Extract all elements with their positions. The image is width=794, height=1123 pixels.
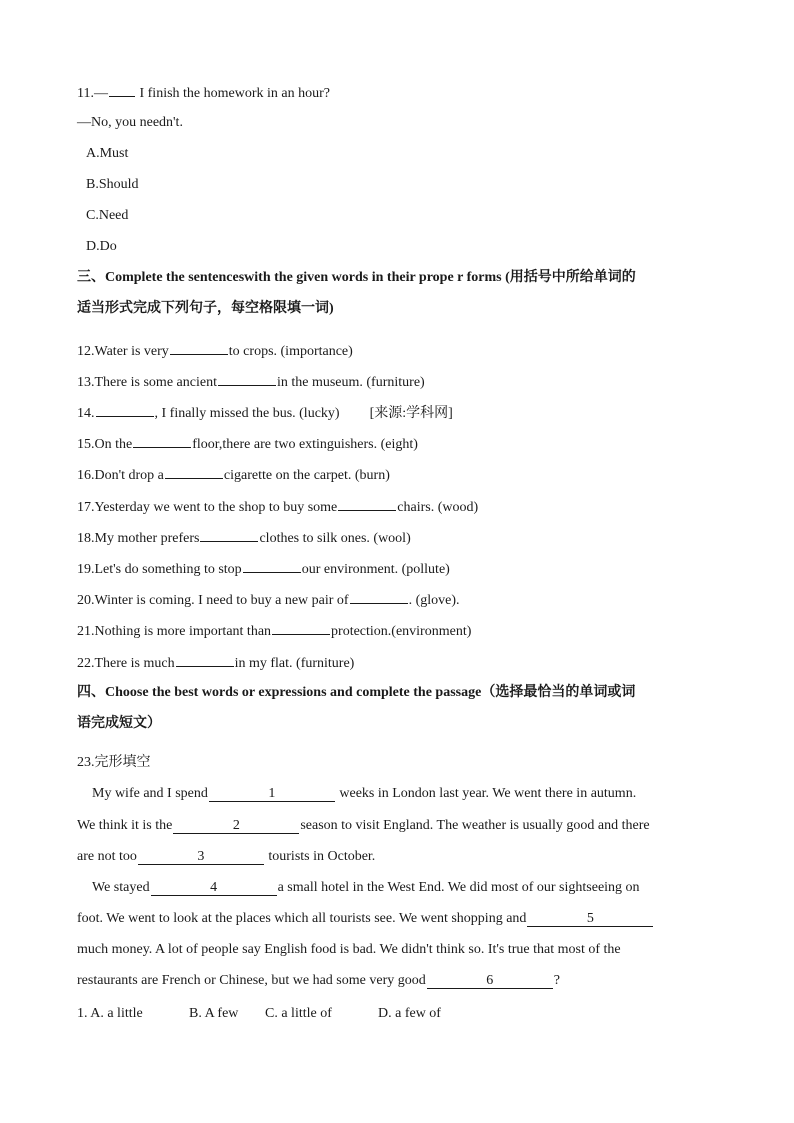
q11-stem-suffix: I finish the homework in an hour? (135, 86, 330, 101)
section4-heading-line1: 四、Choose the best words or expressions and complete the passage（选择最恰当的单词或词 (77, 685, 636, 700)
sentence-text: 16.Don't drop a (77, 468, 164, 483)
cloze-line (77, 909, 654, 929)
cloze-blank-6: 6 (427, 974, 553, 989)
cloze-text: We think it is the (77, 818, 173, 833)
cloze-line (77, 816, 650, 836)
fill-blank (96, 402, 154, 417)
q11-option-a: A.Must (86, 146, 129, 161)
cloze-blank-5: 5 (527, 912, 653, 927)
cloze-text: a small hotel in the West End. We did most of our sightseeing on (277, 880, 640, 895)
cloze-line: much money. A lot of people say English food is bad. We didn't think so. It's true that most of the (77, 942, 621, 957)
sentence-17 (77, 496, 478, 518)
cloze-text: foot. We went to look at the places which all tourists see. We went shopping and (77, 911, 527, 926)
section3-heading-line1: 三、Complete the sentenceswith the given words in their prope r forms (用括号中所给单词的 (77, 270, 636, 285)
cloze-text: weeks in London last year. We went there in autumn. (335, 786, 637, 801)
sentence-16 (77, 464, 390, 486)
q11-option-c: C.Need (86, 208, 129, 223)
sentence-text: in my flat. (furniture) (234, 656, 355, 671)
fill-blank (170, 340, 228, 355)
cloze-text: are not too (77, 849, 137, 864)
sentence-text: chairs. (wood) (397, 500, 479, 515)
cloze-text: restaurants are French or Chinese, but we had some very good (77, 973, 426, 988)
answer-option-c: C. a little of (265, 1006, 332, 1021)
cloze-line (77, 971, 560, 991)
q11-reply: —No, you needn't. (77, 115, 183, 130)
cloze-text: tourists in October. (264, 849, 376, 864)
q11-option-b: B.Should (86, 177, 139, 192)
sentence-text: . (glove). (408, 593, 460, 608)
sentence-text: 14. (77, 406, 95, 421)
cloze-line (92, 878, 640, 898)
sentence-text: floor,there are two extinguishers. (eight) (192, 437, 418, 452)
fill-blank (338, 496, 396, 511)
fill-blank (165, 464, 223, 479)
sentence-text: our environment. (pollute) (301, 562, 450, 577)
answer-option-a: 1. A. a little (77, 1006, 143, 1021)
sentence-text: cigarette on the carpet. (burn) (223, 468, 390, 483)
sentence-text: in the museum. (furniture) (276, 375, 425, 390)
sentence-text: 18.My mother prefers (77, 531, 200, 546)
cloze-text: ? (553, 973, 560, 988)
sentence-text: protection.(environment) (331, 624, 472, 639)
sentence-15 (77, 433, 418, 455)
fill-blank (218, 371, 276, 386)
sentence-text: 22.There is much (77, 656, 175, 671)
cloze-line (92, 784, 636, 804)
sentence-13 (77, 371, 425, 393)
cloze-text: We stayed (92, 880, 150, 895)
section3-heading-line2: 适当形式完成下列句子，每空格限填一词) (77, 301, 334, 316)
sentence-18 (77, 527, 411, 549)
answer-option-d: D. a few of (378, 1006, 441, 1021)
fill-blank (350, 589, 408, 604)
sentence-text: 15.On the (77, 437, 133, 452)
sentence-22 (77, 652, 354, 674)
sentence-text: to crops. (importance) (228, 344, 353, 359)
fill-blank (243, 558, 301, 573)
q11-option-d: D.Do (86, 239, 117, 254)
q11-stem (77, 82, 330, 104)
sentence-14 (77, 402, 453, 424)
sentence-text: 17.Yesterday we went to the shop to buy some (77, 500, 338, 515)
q11-stem-prefix: 11.— (77, 86, 108, 101)
q11-blank (109, 82, 135, 97)
q23-answer-options (77, 1004, 441, 1024)
sentence-text: 12.Water is very (77, 344, 169, 359)
sentence-text: clothes to silk ones. (wool) (259, 531, 411, 546)
cloze-blank-4: 4 (151, 881, 277, 896)
cloze-blank-2: 2 (173, 819, 299, 834)
section4-heading-line2: 语完成短文） (77, 716, 161, 731)
sentence-text: 19.Let's do something to stop (77, 562, 242, 577)
fill-blank (133, 433, 191, 448)
cloze-text: season to visit England. The weather is usually good and there (300, 818, 650, 833)
sentence-text: , I finally missed the bus. (lucky) (154, 406, 340, 421)
sentence-text: 21.Nothing is more important than (77, 624, 272, 639)
fill-blank (200, 527, 258, 542)
answer-option-b: B. A few (189, 1006, 239, 1021)
sentence-text: 13.There is some ancient (77, 375, 217, 390)
sentence-12 (77, 340, 353, 362)
cloze-text: My wife and I spend (92, 786, 208, 801)
cloze-line (77, 847, 375, 867)
sentence-20 (77, 589, 460, 611)
q23-title: 23.完形填空 (77, 755, 151, 770)
cloze-blank-1: 1 (209, 787, 335, 802)
fill-blank (176, 652, 234, 667)
source-note: [来源:学科网] (369, 406, 453, 421)
fill-blank (272, 620, 330, 635)
sentence-19 (77, 558, 450, 580)
sentence-text: 20.Winter is coming. I need to buy a new pair of (77, 593, 349, 608)
sentence-21 (77, 620, 471, 642)
cloze-blank-3: 3 (138, 850, 264, 865)
